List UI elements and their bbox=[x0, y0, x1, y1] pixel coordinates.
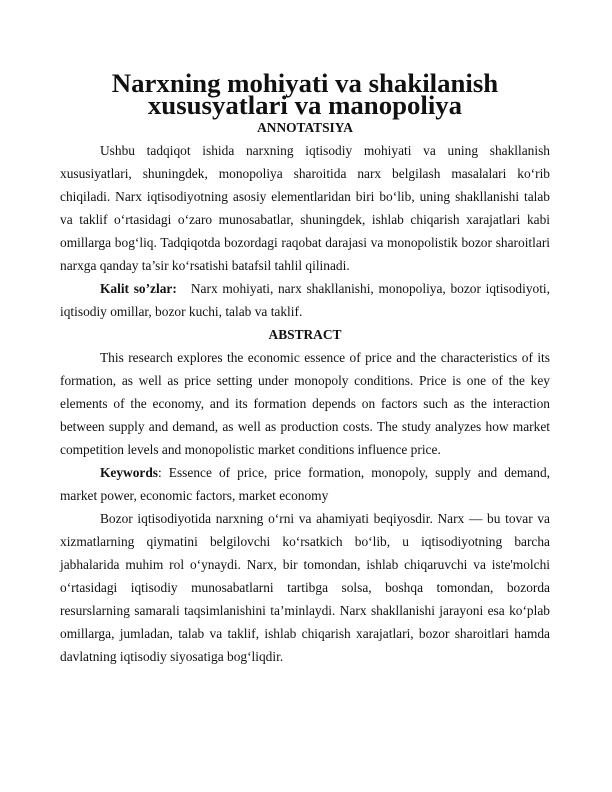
abstract-keywords bbox=[60, 461, 550, 507]
document-page bbox=[60, 68, 550, 668]
abstract-body: This research explores the economic essence of price and the characteristics of its formation, as well as price setting under monopoly conditions. Price is one of the key elements of the economy, and its formation depends on factors such as the interaction between supply and demand, as well as production costs. The study analyzes how market competition levels and monopolistic market conditions influence price. bbox=[60, 350, 550, 457]
abstract-heading: ABSTRACT bbox=[268, 327, 342, 342]
intro-paragraph: Bozor iqtisodiyotida narxning o‘rni va ahamiyati beqiyosdir. Narx — bu tovar va xizmatlarning qiymatini belgilovchi ko‘rsatkich bo‘lib, u iqtisodiyotning barcha jabhalarida muhim rol o‘ynaydi. Narx, bir tomondan, ishlab chiqaruvchi va iste'molchi o‘rtasidagi iqtisodiy munosabatlarni tartibga solsa, boshqa tomondan, bozorda resurslarning samarali taqsimlanishini ta’minlaydi. Narx shakllanishi jarayoni esa ko‘plab omillarga, jumladan, talab va taklif, ishlab chiqarish xarajatlari, bozor sharoitlari hamda davlatning iqtisodiy siyosatiga bog‘liqdir. bbox=[60, 511, 550, 664]
annotation-keywords-text: Narx mohiyati, narx shakllanishi, monopoliya, bozor iqtisodiyoti, iqtisodiy omillar, bozor kuchi, talab va taklif. bbox=[60, 281, 550, 319]
annotation-keywords bbox=[60, 277, 550, 323]
paper-title: Narxning mohiyati va shakilanish xususyatlari va manopoliya bbox=[111, 68, 499, 120]
abstract-keywords-text: : Essence of price, price formation, monopoly, supply and demand, market power, economic factors, market economy bbox=[60, 465, 550, 503]
annotation-keywords-label: Kalit so’zlar: bbox=[100, 281, 177, 296]
annotation-heading: ANNOTATSIYA bbox=[257, 120, 353, 135]
annotation-body: Ushbu tadqiqot ishida narxning iqtisodiy mohiyati va uning shakllanish xususiyatlari, shuningdek, monopoliya sharoitida narx belgilash masalalari ko‘rib chiqiladi. Narx iqtisodiyotning asosiy elementlaridan biri bo‘lib, uning shakllanishi talab va taklif o‘rtasidagi o‘zaro munosabatlar, shuningdek, ishlab chiqarish xarajatlari kabi omillarga bog‘liq. Tadqiqotda bozordagi raqobat darajasi va monopolistik bozor sharoitlari narxga qanday ta’sir ko‘rsatishi batafsil tahlil qilinadi. bbox=[60, 143, 550, 273]
abstract-keywords-label: Keywords bbox=[100, 465, 159, 480]
